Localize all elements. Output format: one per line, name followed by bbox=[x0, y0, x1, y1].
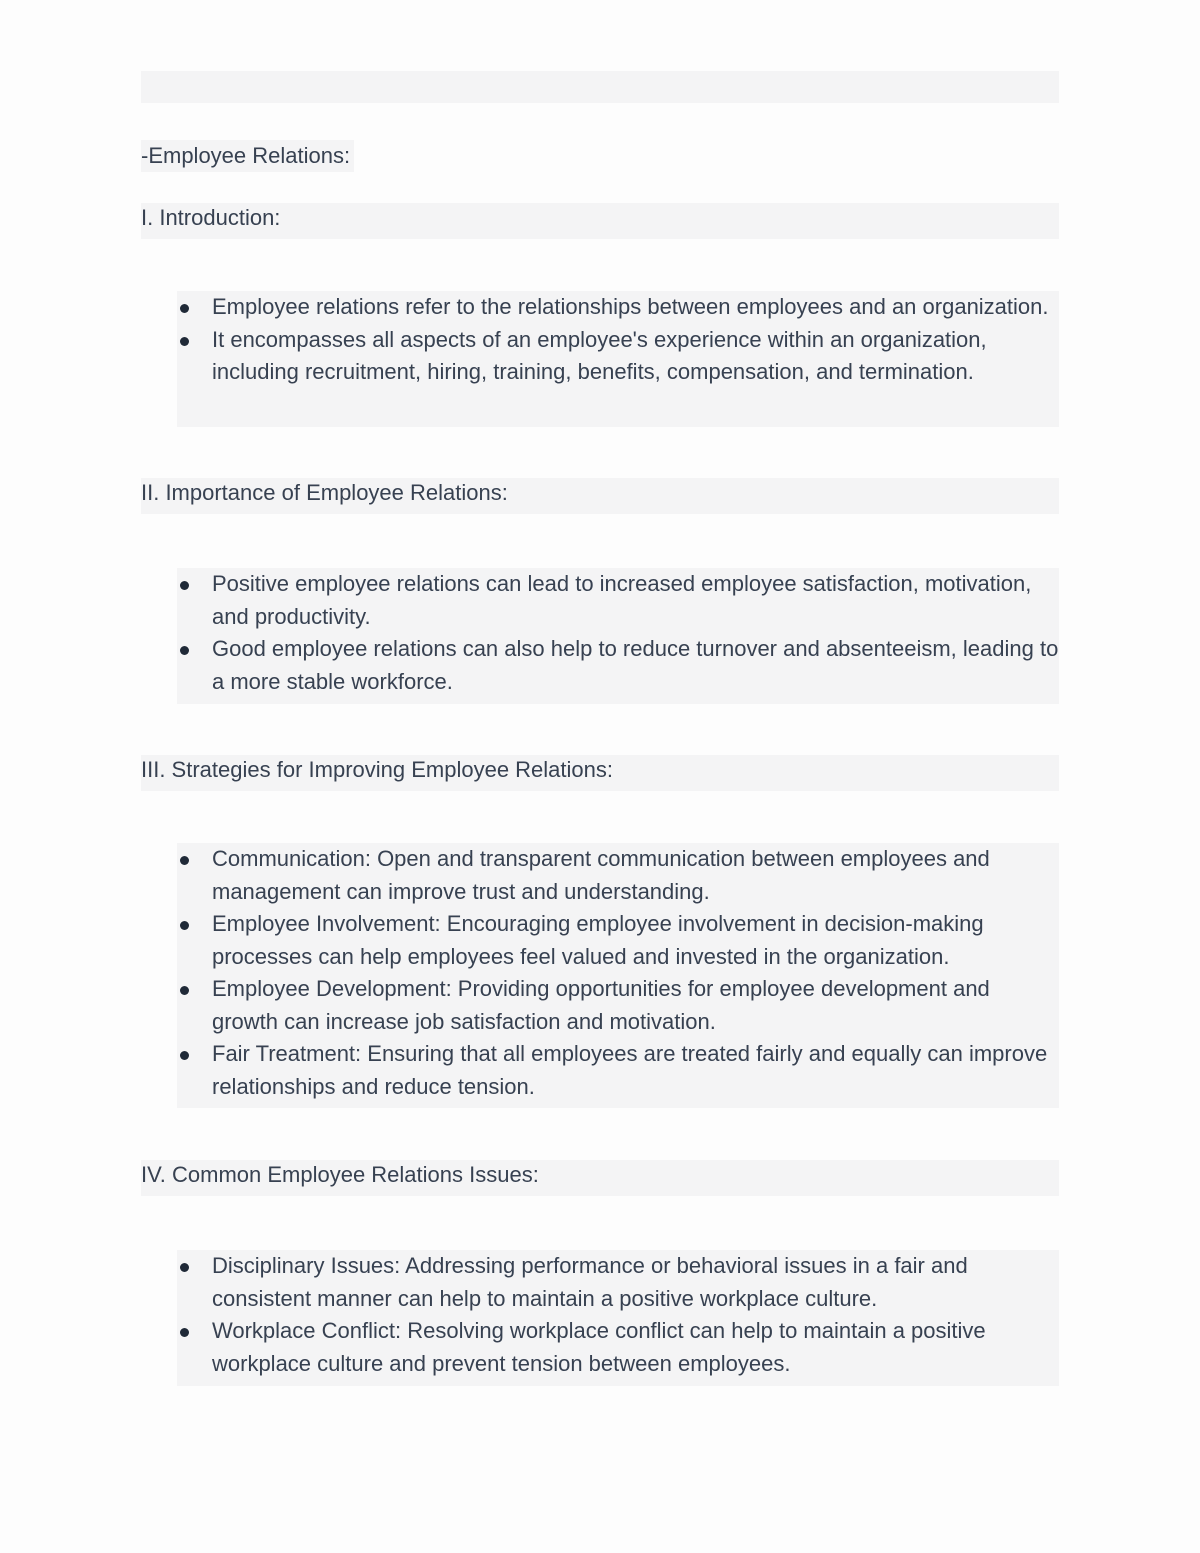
list-item-text: Positive employee relations can lead to increased employee satisfaction, motivation, and productivity. bbox=[212, 571, 1032, 629]
section-heading-issues: IV. Common Employee Relations Issues: bbox=[141, 1160, 1059, 1196]
list-item bbox=[177, 568, 1059, 633]
list-item bbox=[177, 291, 1059, 324]
section-heading-introduction: I. Introduction: bbox=[141, 203, 1059, 239]
list-item bbox=[177, 324, 1059, 389]
section-list-issues bbox=[177, 1250, 1059, 1386]
list-item bbox=[177, 633, 1059, 698]
bullet-icon bbox=[180, 1051, 189, 1060]
list-item bbox=[177, 843, 1059, 908]
list-item-text: Employee relations refer to the relationships between employees and an organization. bbox=[212, 294, 1049, 319]
list-item-text: Fair Treatment: Ensuring that all employees are treated fairly and equally can improve relationships and reduce tension. bbox=[212, 1041, 1048, 1099]
bullet-icon bbox=[180, 581, 189, 590]
list-item-text: It encompasses all aspects of an employee's experience within an organization, including recruitment, hiring, training, benefits, compensation, and termination. bbox=[212, 326, 987, 384]
section-list-importance bbox=[177, 568, 1059, 704]
list-item-text: Workplace Conflict: Resolving workplace conflict can help to maintain a positive workplace culture and prevent tension between employees. bbox=[212, 1318, 986, 1376]
list-item bbox=[177, 1038, 1059, 1103]
list-item-text: Good employee relations can also help to reduce turnover and absenteeism, leading to a more stable workforce. bbox=[212, 636, 1059, 694]
section-list-introduction bbox=[177, 291, 1059, 427]
bullet-icon bbox=[180, 646, 189, 655]
bullet-icon bbox=[180, 304, 189, 313]
bullet-icon bbox=[180, 337, 189, 346]
bullet-icon bbox=[180, 986, 189, 995]
top-blank-band bbox=[141, 71, 1059, 103]
bullet-icon bbox=[180, 921, 189, 930]
list-item-text: Communication: Open and transparent communication between employees and management can improve trust and understanding. bbox=[212, 846, 990, 904]
section-list-strategies bbox=[177, 843, 1059, 1108]
list-item-text: Employee Involvement: Encouraging employee involvement in decision-making processes can help employees feel valued and invested in the organization. bbox=[212, 911, 984, 969]
bullet-icon bbox=[180, 1328, 189, 1337]
bullet-icon bbox=[180, 856, 189, 865]
list-item bbox=[177, 973, 1059, 1038]
section-heading-importance: II. Importance of Employee Relations: bbox=[141, 478, 1059, 514]
list-item bbox=[177, 1250, 1059, 1315]
document-title: -Employee Relations: bbox=[141, 140, 354, 172]
list-item bbox=[177, 1315, 1059, 1380]
list-item bbox=[177, 908, 1059, 973]
list-item-text: Disciplinary Issues: Addressing performance or behavioral issues in a fair and consistent manner can help to maintain a positive workplace culture. bbox=[212, 1253, 968, 1311]
list-item-text: Employee Development: Providing opportunities for employee development and growth can increase job satisfaction and motivation. bbox=[212, 976, 990, 1034]
bullet-icon bbox=[180, 1263, 189, 1272]
section-heading-strategies: III. Strategies for Improving Employee Relations: bbox=[141, 755, 1059, 791]
